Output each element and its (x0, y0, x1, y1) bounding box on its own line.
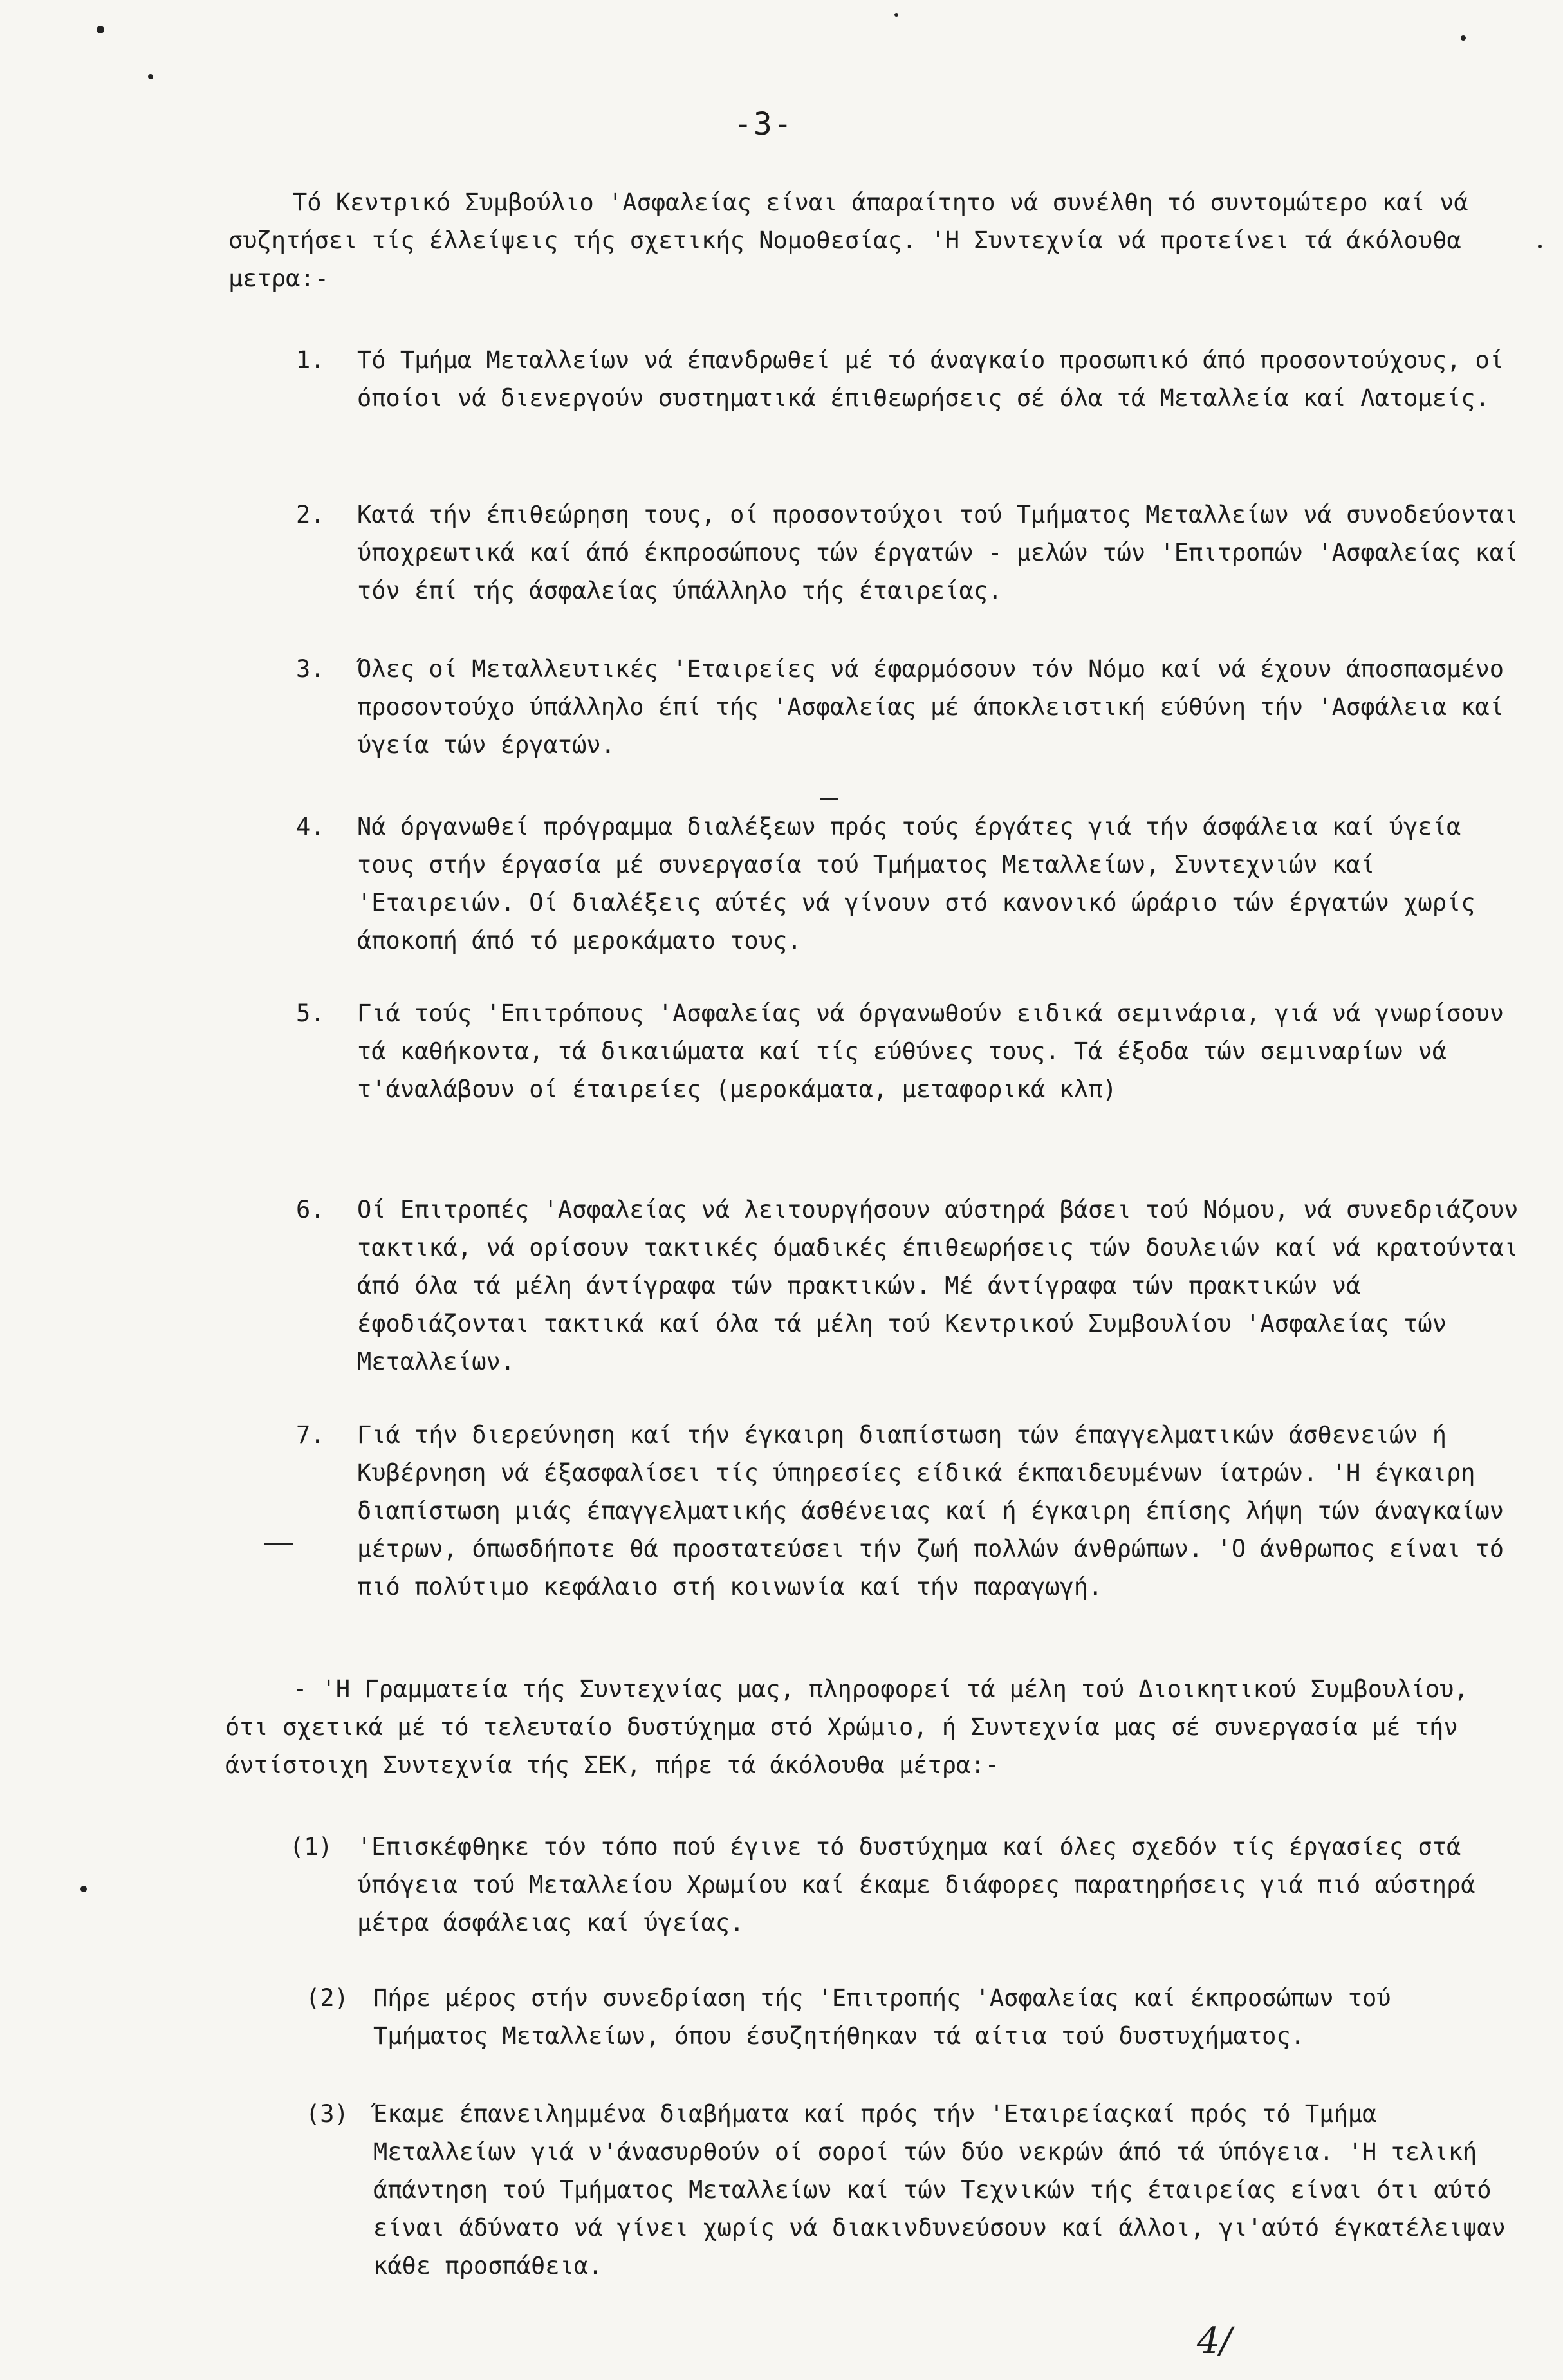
list-item-number: 1. (296, 346, 325, 374)
scan-mark (820, 798, 838, 800)
list-item (296, 1416, 1519, 1606)
sub-list-item (306, 2095, 1515, 2285)
scan-speck (80, 1886, 87, 1892)
list-item (296, 650, 1519, 764)
page-number: -3- (734, 106, 793, 142)
list-item-text: Τό Τμήμα Μεταλλείων νά έπανδρωθεί μέ τό άναγκαίο προσωπικό άπό προσοντούχους, οί όποίοι νά διενεργούν συστηματικά έπιθεωρήσεις σέ όλα τά Μεταλλεία καί Λατομείς. (357, 346, 1504, 412)
list-item-text: Γιά τούς 'Επιτρόπους 'Ασφαλείας νά όργανωθούν ειδικά σεμινάρια, γιά νά γνωρίσουν τά καθήκοντα, τά δικαιώματα καί τίς εύθύνες τους. Τά έξοδα τών σεμιναρίων νά τ'άναλάβουν οί έταιρείες (μεροκάματα, μεταφορικά κλπ) (357, 999, 1504, 1103)
scan-speck (97, 26, 104, 33)
sub-list-item-text: Έκαμε έπανειλημμένα διαβήματα καί πρός τήν 'Εταιρείαςκαί πρός τό Τμήμα Μεταλλείων γιά ν'άνασυρθούν οί σοροί τών δύο νεκρών άπό τά ύπόγεια. 'Η τελική άπάντηση τού Τμήματος Μεταλλείων καί τών Τεχνικών τής έταιρείας είναι ότι αύτό είναι άδύνατο νά γίνει χωρίς νά διακινδυνεύσουν καί άλλοι, γι'αύτό έγκατέλειψαν κάθε προσπάθεια. (373, 2100, 1506, 2280)
scan-speck (1538, 245, 1542, 248)
list-item (296, 341, 1519, 417)
continuation-marker: 4/ (1197, 2320, 1232, 2362)
list-item-number: 7. (296, 1421, 325, 1449)
scan-speck (894, 13, 898, 17)
sub-list-item-number: (2) (306, 1984, 349, 2012)
list-item (296, 994, 1519, 1108)
list-item-text: Κατά τήν έπιθεώρηση τους, οί προσοντούχοι τού Τμήματος Μεταλλείων νά συνοδεύονται ύποχρεωτικά καί άπό έκπροσώπους τών έργατών - μελών τών 'Επιτροπών 'Ασφαλείας καί τόν έπί τής άσφαλείας ύπάλληλο τής έταιρείας. (357, 501, 1519, 604)
list-item-number: 6. (296, 1196, 325, 1223)
list-item-number: 5. (296, 999, 325, 1027)
scan-speck (1461, 35, 1466, 41)
list-item-text: Όλες οί Μεταλλευτικές 'Εταιρείες νά έφαρμόσουν τόν Νόμο καί νά έχουν άποσπασμένο προσοντούχο ύπάλληλο έπί τής 'Ασφαλείας μέ άποκλειστική εύθύνη τήν 'Ασφάλεια καί ύγεία τών έργατών. (357, 655, 1504, 759)
scan-mark (264, 1543, 293, 1545)
sub-list-item-text: Πήρε μέρος στήν συνεδρίαση τής 'Επιτροπής 'Ασφαλείας καί έκπροσώπων τού Τμήματος Μεταλλείων, όπου έσυζητήθηκαν τά αίτια τού δυστυχήματος. (373, 1984, 1391, 2050)
secretariat-paragraph: - 'Η Γραμματεία τής Συντεχνίας μας, πληροφορεί τά μέλη τού Διοικητικού Συμβουλίου, ότι σχετικά μέ τό τελευταίο δυστύχημα στό Χρώμιο, ή Συντεχνία μας σέ συνεργασία μέ τήν άντίστοιχη Συντεχνία τής ΣΕΚ, πήρε τά άκόλουθα μέτρα:- (225, 1675, 1468, 1779)
sub-list-item (306, 1979, 1515, 2055)
list-item-text: Οί Επιτροπές 'Ασφαλείας νά λειτουργήσουν αύστηρά βάσει τού Νόμου, νά συνεδριάζουν τακτικά, νά ορίσουν τακτικές όμαδικές έπιθεωρήσεις τών δουλειών καί νά κρατούνται άπό όλα τά μέλη άντίγραφα τών πρακτικών. Μέ άντίγραφα τών πρακτικών νά έφοδιάζονται τακτικά καί όλα τά μέλη τού Κεντρικού Συμβουλίου 'Ασφαλείας τών Μεταλλείων. (357, 1196, 1519, 1375)
list-item (296, 1191, 1519, 1381)
intro-paragraph: Τό Κεντρικό Συμβούλιο 'Ασφαλείας είναι άπαραίτητο νά συνέλθη τό συντομώτερο καί νά συζητήσει τίς έλλείψεις τής σχετικής Νομοθεσίας. 'Η Συντεχνία νά προτείνει τά άκόλουθα μετρα:- (228, 189, 1468, 292)
list-item (296, 808, 1519, 960)
sub-list-item-text: 'Επισκέφθηκε τόν τόπο πού έγινε τό δυστύχημα καί όλες σχεδόν τίς έργασίες στά ύπόγεια τού Μεταλλείου Χρωμίου καί έκαμε διάφορες παρατηρήσεις γιά πιό αύστηρά μέτρα άσφάλειας καί ύγείας. (357, 1833, 1475, 1937)
list-item-number: 3. (296, 655, 325, 683)
list-item-number: 2. (296, 501, 325, 528)
sub-list-item (290, 1828, 1499, 1942)
sub-list-item-number: (1) (290, 1833, 333, 1861)
list-item-number: 4. (296, 813, 325, 841)
list-item (296, 496, 1519, 609)
list-item-text: Γιά τήν διερεύνηση καί τήν έγκαιρη διαπίστωση τών έπαγγελματικών άσθενειών ή Κυβέρνηση νά έξασφαλίσει τίς ύπηρεσίες είδικά έκπαιδευμένων ίατρών. 'Η έγκαιρη διαπίστωση μιάς έπαγγελματικής άσθένειας καί ή έγκαιρη έπίσης λήψη τών άναγκαίων μέτρων, όπωσδήποτε θά προστατεύσει τήν ζωή πολλών άνθρώπων. 'Ο άνθρωπος είναι τό πιό πολύτιμο κεφάλαιο στή κοινωνία καί τήν παραγωγή. (357, 1421, 1504, 1601)
scan-speck (148, 74, 153, 79)
list-item-text: Νά όργανωθεί πρόγραμμα διαλέξεων πρός τούς έργάτες γιά τήν άσφάλεια καί ύγεία τους στήν έργασία μέ συνεργασία τού Τμήματος Μεταλλείων, Συντεχνιών καί 'Εταιρειών. Οί διαλέξεις αύτές νά γίνουν στό κανονικό ώράριο τών έργατών χωρίς άποκοπή άπό τό μεροκάματο τους. (357, 813, 1475, 954)
sub-list-item-number: (3) (306, 2100, 349, 2128)
